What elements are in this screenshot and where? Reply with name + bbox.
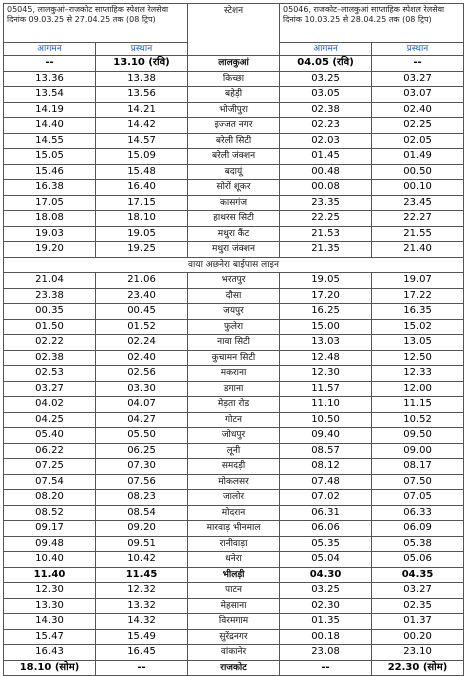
departure-header-left: प्रस्थान [96, 43, 188, 56]
departure-time: 18.10 [96, 211, 188, 227]
arrival-time: 13.36 [4, 71, 96, 87]
arrival-time: 02.38 [4, 350, 96, 366]
departure-time: 07.50 [372, 474, 464, 490]
arrival-time: 15.46 [4, 164, 96, 180]
arrival-time: 19.05 [280, 273, 372, 289]
arrival-time: 22.25 [280, 211, 372, 227]
arrival-time: 23.08 [280, 645, 372, 661]
timetable [3, 3, 463, 676]
arrival-time: 08.52 [4, 505, 96, 521]
table-row [4, 133, 464, 149]
arrival-time: 04.30 [280, 567, 372, 583]
departure-time: 03.27 [372, 583, 464, 599]
departure-time: 03.30 [96, 381, 188, 397]
departure-time: 13.10 (रवि) [96, 56, 188, 72]
arrival-time: 09.17 [4, 521, 96, 537]
station-name: वांकानेर [188, 645, 280, 661]
departure-time: 14.57 [96, 133, 188, 149]
departure-time: 12.32 [96, 583, 188, 599]
table-row [4, 629, 464, 645]
departure-time: 07.05 [372, 490, 464, 506]
arrival-time: 19.20 [4, 242, 96, 258]
table-row [4, 102, 464, 118]
arrival-time: 11.40 [4, 567, 96, 583]
station-name: हाथरस सिटी [188, 211, 280, 227]
departure-time: 09.50 [372, 428, 464, 444]
departure-time: 05.06 [372, 552, 464, 568]
arrival-time: 21.35 [280, 242, 372, 258]
table-row [4, 164, 464, 180]
table-row [4, 149, 464, 165]
arrival-time: 00.18 [280, 629, 372, 645]
arrival-time: 18.08 [4, 211, 96, 227]
arrival-time: 19.03 [4, 226, 96, 242]
arrival-time: 21.04 [4, 273, 96, 289]
arrival-time: 00.35 [4, 304, 96, 320]
departure-time: 13.38 [96, 71, 188, 87]
table-row [4, 242, 464, 258]
departure-time: 17.15 [96, 195, 188, 211]
arrival-time: 11.10 [280, 397, 372, 413]
arrival-time: 08.57 [280, 443, 372, 459]
arrival-time: 05.40 [4, 428, 96, 444]
departure-time: 04.35 [372, 567, 464, 583]
departure-time: 02.56 [96, 366, 188, 382]
departure-time: 01.49 [372, 149, 464, 165]
arrival-time: 01.35 [280, 614, 372, 630]
station-name: रानीवाड़ा [188, 536, 280, 552]
arrival-time: -- [4, 56, 96, 72]
departure-time: 06.25 [96, 443, 188, 459]
arrival-time: 16.38 [4, 180, 96, 196]
arrival-time: 02.03 [280, 133, 372, 149]
arrival-time: 03.27 [4, 381, 96, 397]
departure-time: 00.10 [372, 180, 464, 196]
departure-time: 15.09 [96, 149, 188, 165]
arrival-time: 01.45 [280, 149, 372, 165]
departure-time: 14.21 [96, 102, 188, 118]
arrival-time: 03.25 [280, 71, 372, 87]
arrival-time: 11.57 [280, 381, 372, 397]
station-name: लालकुआं [188, 56, 280, 72]
departure-time: 08.17 [372, 459, 464, 475]
arrival-time: 18.10 (सोम) [4, 660, 96, 676]
table-row [4, 521, 464, 537]
table-row [4, 226, 464, 242]
departure-time: 23.10 [372, 645, 464, 661]
arrival-time: 16.43 [4, 645, 96, 661]
via-row [4, 257, 464, 273]
arrival-time: 07.25 [4, 459, 96, 475]
arrival-time: 05.04 [280, 552, 372, 568]
arrival-time: 09.48 [4, 536, 96, 552]
arrival-time: 13.03 [280, 335, 372, 351]
departure-time: 15.49 [96, 629, 188, 645]
departure-time: 09.51 [96, 536, 188, 552]
arrival-time: 15.05 [4, 149, 96, 165]
station-name: राजकोट [188, 660, 280, 676]
station-name: भरतपुर [188, 273, 280, 289]
table-row [4, 211, 464, 227]
arrival-time: 04.05 (रवि) [280, 56, 372, 72]
table-row [4, 598, 464, 614]
arrival-time: 01.50 [4, 319, 96, 335]
departure-time: 23.45 [372, 195, 464, 211]
station-name: मोदरान [188, 505, 280, 521]
table-row [4, 350, 464, 366]
departure-time: 08.54 [96, 505, 188, 521]
arrival-time: 14.19 [4, 102, 96, 118]
station-name: बहेड़ी [188, 87, 280, 103]
arrival-time: 14.30 [4, 614, 96, 630]
table-row [4, 474, 464, 490]
departure-time: 07.30 [96, 459, 188, 475]
departure-time: -- [96, 660, 188, 676]
departure-time: 09.00 [372, 443, 464, 459]
departure-time: 01.37 [372, 614, 464, 630]
arrival-time: 02.22 [4, 335, 96, 351]
departure-time: 13.32 [96, 598, 188, 614]
station-name: बदायूं [188, 164, 280, 180]
table-row [4, 412, 464, 428]
departure-time: 04.07 [96, 397, 188, 413]
table-row [4, 660, 464, 676]
departure-time: 09.20 [96, 521, 188, 537]
arrival-time: 03.25 [280, 583, 372, 599]
arrival-time: 13.30 [4, 598, 96, 614]
departure-time: 16.40 [96, 180, 188, 196]
table-row [4, 552, 464, 568]
arrival-time: 04.02 [4, 397, 96, 413]
departure-time: -- [372, 56, 464, 72]
departure-time: 21.06 [96, 273, 188, 289]
departure-time: 11.45 [96, 567, 188, 583]
station-name: किच्छा [188, 71, 280, 87]
departure-time: 21.55 [372, 226, 464, 242]
station-name: दौसा [188, 288, 280, 304]
table-row [4, 288, 464, 304]
station-name: गोटन [188, 412, 280, 428]
departure-time: 12.50 [372, 350, 464, 366]
arrival-time: -- [280, 660, 372, 676]
station-name: मेहसाना [188, 598, 280, 614]
departure-time: 16.45 [96, 645, 188, 661]
station-name: धनेरा [188, 552, 280, 568]
station-name: मेड़ता रोड [188, 397, 280, 413]
station-name: मारवाड़ भीनमाल [188, 521, 280, 537]
table-row [4, 319, 464, 335]
table-row [4, 583, 464, 599]
arrival-time: 12.30 [4, 583, 96, 599]
arrival-time: 15.47 [4, 629, 96, 645]
arrival-time: 06.31 [280, 505, 372, 521]
arrival-time: 17.20 [280, 288, 372, 304]
arrival-header-left: आगमन [4, 43, 96, 56]
station-column-title: स्टेशन [188, 4, 280, 56]
station-name: मथुरा जंक्शन [188, 242, 280, 258]
departure-time: 06.09 [372, 521, 464, 537]
table-row [4, 56, 464, 72]
arrival-time: 00.08 [280, 180, 372, 196]
station-name: फुलेरा [188, 319, 280, 335]
station-name: जयपुर [188, 304, 280, 320]
departure-time: 10.42 [96, 552, 188, 568]
departure-time: 01.52 [96, 319, 188, 335]
arrival-time: 09.40 [280, 428, 372, 444]
station-name: समदड़ी [188, 459, 280, 475]
station-name: सोरों शूकर [188, 180, 280, 196]
table-row [4, 180, 464, 196]
station-name: विरमगाम [188, 614, 280, 630]
arrival-time: 10.50 [280, 412, 372, 428]
station-name: बरेली सिटी [188, 133, 280, 149]
arrival-time: 02.53 [4, 366, 96, 382]
station-name: मकराना [188, 366, 280, 382]
departure-time: 22.30 (सोम) [372, 660, 464, 676]
table-row [4, 459, 464, 475]
departure-time: 03.27 [372, 71, 464, 87]
departure-time: 05.50 [96, 428, 188, 444]
arrival-time: 14.55 [4, 133, 96, 149]
table-row [4, 397, 464, 413]
table-row [4, 335, 464, 351]
departure-time: 19.05 [96, 226, 188, 242]
arrival-time: 08.20 [4, 490, 96, 506]
arrival-time: 07.54 [4, 474, 96, 490]
arrival-time: 05.35 [280, 536, 372, 552]
arrival-time: 23.35 [280, 195, 372, 211]
arrival-time: 10.40 [4, 552, 96, 568]
arrival-time: 08.12 [280, 459, 372, 475]
arrival-time: 02.30 [280, 598, 372, 614]
arrival-time: 06.06 [280, 521, 372, 537]
table-row [4, 567, 464, 583]
arrival-time: 00.48 [280, 164, 372, 180]
arrival-time: 04.25 [4, 412, 96, 428]
arrival-time: 23.38 [4, 288, 96, 304]
station-name: नावा सिटी [188, 335, 280, 351]
arrival-time: 17.05 [4, 195, 96, 211]
departure-time: 02.24 [96, 335, 188, 351]
station-name: मथुरा कैंट [188, 226, 280, 242]
arrival-time: 15.00 [280, 319, 372, 335]
departure-time: 05.38 [372, 536, 464, 552]
station-name: भोजीपुरा [188, 102, 280, 118]
departure-time: 17.22 [372, 288, 464, 304]
departure-time: 16.35 [372, 304, 464, 320]
departure-time: 14.42 [96, 118, 188, 134]
via-note: वाया अछनेरा बाईपास लाइन [4, 257, 464, 273]
table-row [4, 304, 464, 320]
departure-time: 13.56 [96, 87, 188, 103]
departure-time: 02.40 [372, 102, 464, 118]
table-row [4, 443, 464, 459]
departure-time: 21.40 [372, 242, 464, 258]
departure-time: 23.40 [96, 288, 188, 304]
timetable-table [3, 3, 464, 676]
table-row [4, 195, 464, 211]
arrival-time: 02.38 [280, 102, 372, 118]
departure-time: 08.23 [96, 490, 188, 506]
departure-time: 13.05 [372, 335, 464, 351]
departure-time: 15.02 [372, 319, 464, 335]
departure-time: 11.15 [372, 397, 464, 413]
arrival-time: 02.23 [280, 118, 372, 134]
header-row [4, 4, 464, 43]
table-row [4, 118, 464, 134]
station-name: बरेली जंक्शन [188, 149, 280, 165]
station-name: लूनी [188, 443, 280, 459]
station-name: मोकलसर [188, 474, 280, 490]
table-row [4, 614, 464, 630]
arrival-time: 14.40 [4, 118, 96, 134]
arrival-time: 13.54 [4, 87, 96, 103]
right-train-title: 05046, राजकोट–लालकुआं साप्ताहिक स्पेशल रेलसेवा दिनांक 10.03.25 से 28.04.25 तक (08 ट्रिप) [280, 4, 464, 43]
departure-time: 12.33 [372, 366, 464, 382]
departure-time: 14.32 [96, 614, 188, 630]
table-row [4, 490, 464, 506]
arrival-time: 12.48 [280, 350, 372, 366]
station-name: सुरेंद्रनगर [188, 629, 280, 645]
departure-time: 02.25 [372, 118, 464, 134]
departure-time: 06.33 [372, 505, 464, 521]
left-train-title: 05045, लालकुआं–राजकोट साप्ताहिक स्पेशल रेलसेवा दिनांक 09.03.25 से 27.04.25 तक (08 ट्रिप) [4, 4, 188, 43]
departure-time: 19.07 [372, 273, 464, 289]
table-row [4, 428, 464, 444]
arrival-time: 07.48 [280, 474, 372, 490]
departure-header-right: प्रस्थान [372, 43, 464, 56]
departure-time: 12.00 [372, 381, 464, 397]
arrival-time: 16.25 [280, 304, 372, 320]
arrival-time: 12.30 [280, 366, 372, 382]
arrival-time: 06.22 [4, 443, 96, 459]
table-row [4, 645, 464, 661]
table-row [4, 71, 464, 87]
departure-time: 22.27 [372, 211, 464, 227]
arrival-time: 21.53 [280, 226, 372, 242]
departure-time: 00.50 [372, 164, 464, 180]
departure-time: 00.45 [96, 304, 188, 320]
station-name: पाटन [188, 583, 280, 599]
departure-time: 02.40 [96, 350, 188, 366]
station-name: इज्जत नगर [188, 118, 280, 134]
station-name: जालोर [188, 490, 280, 506]
arrival-time: 07.02 [280, 490, 372, 506]
departure-time: 03.07 [372, 87, 464, 103]
departure-time: 19.25 [96, 242, 188, 258]
table-row [4, 381, 464, 397]
station-name: जोधपुर [188, 428, 280, 444]
arrival-time: 03.05 [280, 87, 372, 103]
station-name: भीलड़ी [188, 567, 280, 583]
station-name: डगाना [188, 381, 280, 397]
departure-time: 02.05 [372, 133, 464, 149]
departure-time: 15.48 [96, 164, 188, 180]
table-row [4, 536, 464, 552]
departure-time: 07.56 [96, 474, 188, 490]
departure-time: 00.20 [372, 629, 464, 645]
station-name: कुचामन सिटी [188, 350, 280, 366]
departure-time: 02.35 [372, 598, 464, 614]
table-row [4, 87, 464, 103]
arrival-header-right: आगमन [280, 43, 372, 56]
table-row [4, 366, 464, 382]
station-name: कासगंज [188, 195, 280, 211]
table-row [4, 505, 464, 521]
table-row [4, 273, 464, 289]
departure-time: 10.52 [372, 412, 464, 428]
departure-time: 04.27 [96, 412, 188, 428]
